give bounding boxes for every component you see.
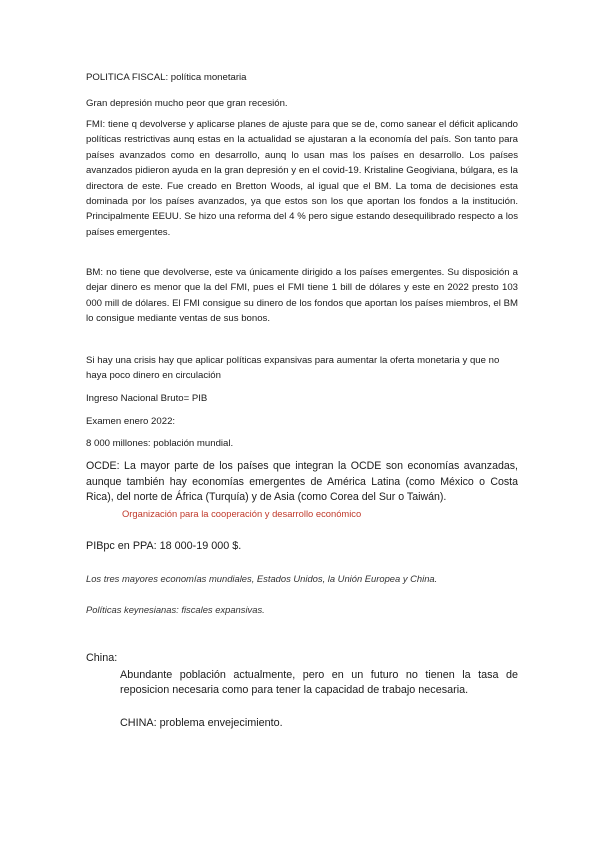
paragraph-china-desc: Abundante población actualmente, pero en un futuro no tienen la tasa de reposicion necesaria como para tener la capacidad de trabajo necesaria. (120, 669, 518, 697)
paragraph-poblacion: 8 000 millones: población mundial. (86, 438, 234, 449)
doc-heading: POLITICA FISCAL: política monetaria (86, 72, 247, 83)
ocde-definition: Organización para la cooperación y desarrollo económico (122, 508, 362, 519)
paragraph-crisis: Si hay una crisis hay que aplicar políticas expansivas para aumentar la oferta monetaria y que no haya poco dinero en circulación (86, 355, 500, 382)
paragraph-examen: Examen enero 2022: (86, 416, 176, 427)
paragraph-ocde: OCDE: La mayor parte de los países que integran la OCDE son economías avanzadas, aunque también hay economías emergentes de América Latina (como México o Costa Rica), del norte de África (Turquía) y de Asia (como Corea del Sur o Taiwán). (86, 460, 518, 504)
paragraph-gran-depresion: Gran depresión mucho peor que gran recesión. (86, 98, 288, 109)
paragraph-keynesianas: Políticas keynesianas: fiscales expansivas. (86, 604, 265, 615)
paragraph-bm: BM: no tiene que devolverse, este va únicamente dirigido a los países emergentes. Su disposición a dejar dinero es menor que la del FMI, pues el FMI tiene 1 bill de dólares y este en 2022 presto 103 000 mill de dólares. El FMI consigue su dinero de los fondos que aportan los países miembros, el BM lo consigue mediante ventas de sus bonos. (86, 267, 518, 325)
paragraph-fmi: FMI: tiene q devolverse y aplicarse planes de ajuste para que se de, como sanear el déficit aplicando políticas restrictivas aunq estas en la actualidad se ajustaran a la economía del país. Son tanto para países avanzados como en desarrollo, aunq lo usan mas los países en desarrollo. Los países avanzados pidieron ayuda en la gran depresión y en el covid-19. Kristaline Geogiviana, búlgara, es la directora de este. Fue creado en Bretton Woods, al igual que el BM. La toma de decisiones esta dominada por los países avanzados, ya que estos son los que aportan los fondos a la institución. Principalmente EEUU. Se hizo una reforma del 4 % pero sigue estando desequilibrado respecto a los países emergentes. (86, 119, 518, 238)
paragraph-ingreso: Ingreso Nacional Bruto= PIB (86, 393, 208, 404)
paragraph-economias: Los tres mayores economías mundiales, Estados Unidos, la Unión Europea y China. (86, 573, 438, 584)
paragraph-china-problem: CHINA: problema envejecimiento. (120, 717, 283, 729)
paragraph-china-label: China: (86, 652, 118, 664)
paragraph-pibpc: PIBpc en PPA: 18 000-19 000 $. (86, 540, 242, 552)
